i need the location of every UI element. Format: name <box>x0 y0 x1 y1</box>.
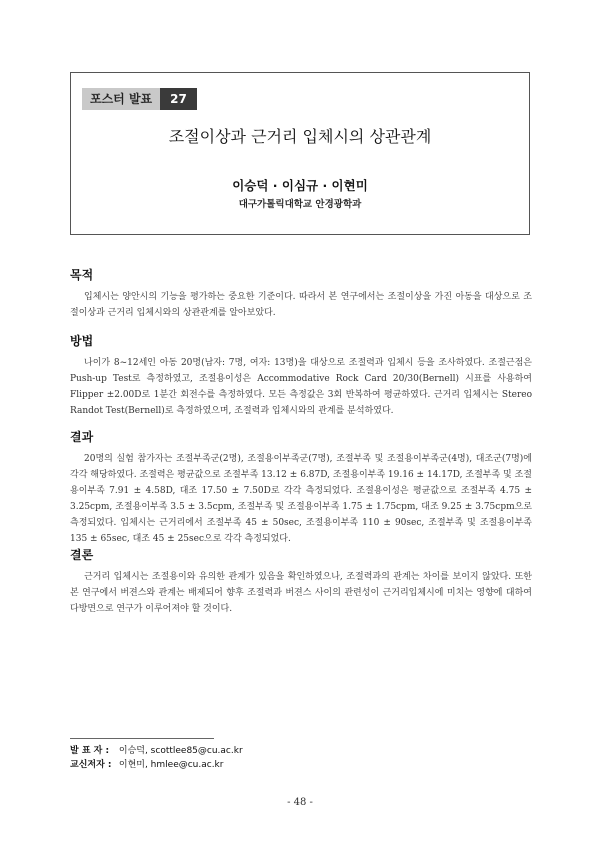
footnote-presenter <box>70 743 243 756</box>
section-conclusion <box>70 546 532 617</box>
corresponding-value: 이현미, hmlee@cu.ac.kr <box>118 760 224 770</box>
section-heading: 목적 <box>70 268 94 282</box>
section-body: 근거리 입체시는 조절용이와 유의한 관계가 있음을 확인하였으나, 조절력과의 관계는 차이를 보이지 않았다. 또한 본 연구에서 버젼스와 관계는 배제되어 향후 조절력과 버젼스 사이의 관련성이 근거리입체시에 미치는 영향에 대하여 다방면으로 연구가 이루어져야 할 것이다. <box>70 572 532 614</box>
corresponding-label: 교신저자 : <box>70 760 112 770</box>
poster-tag <box>82 88 197 110</box>
presenter-label: 발 표 자 : <box>70 746 110 756</box>
poster-tag-number: 27 <box>160 88 197 110</box>
section-body: 나이가 8~12세인 아동 20명(남자: 7명, 여자: 13명)을 대상으로 조절력과 입체시 등을 조사하였다. 조절근점은 Push-up Test로 측정하였고, 조절용이성은 Accommodative Rock Card 20/30(Bernell) 시표를 사용하여 Flipper ±2.00D로 1분간 회전수를 측정하였다. 모든 측정값은 3회 반복하여 평균하였다. 근거리 입체시는 Stereo Randot Test(Bernell)로 측정하였으며, 조절력과 입체시와의 관계를 분석하였다. <box>70 358 532 416</box>
section-results <box>70 428 532 547</box>
footnote-corresponding <box>70 757 223 770</box>
poster-tag-label: 포스터 발표 <box>82 88 160 110</box>
authors: 이승덕 · 이심규 · 이현미 <box>232 178 368 193</box>
section-heading: 결론 <box>70 548 94 562</box>
section-heading: 결과 <box>70 430 94 444</box>
footnote-divider <box>70 738 214 739</box>
section-body: 20명의 실험 참가자는 조절부족군(2명), 조절용이부족군(7명), 조절부족 및 조절용이부족군(4명), 대조군(7명)에 각각 해당하였다. 조절력은 평균값으로 조절부족 13.12 ± 6.87D, 조절용이부족 19.16 ± 14.17D, 조절부족 및 조절용이부족 7.91 ± 4.58D, 대조 17.50 ± 7.50D로 각각 측정되었다. 조절용이성은 평균값으로 조절부족 4.75 ± 3.25cpm, 조절용이부족 3.5 ± 3.5cpm, 조절부족 및 조절용이부족 1.75 ± 1.75cpm, 대조 9.25 ± 3.75cpm으로 측정되었다. 입체시는 근거리에서 조절부족 45 ± 50sec, 조절용이부족 110 ± 90sec, 조절부족 및 조절용이부족 135 ± 65sec, 대조 45 ± 25sec으로 각각 측정되었다. <box>70 454 532 544</box>
presenter-value: 이승덕, scottlee85@cu.ac.kr <box>118 746 243 756</box>
section-purpose <box>70 266 532 321</box>
affiliation: 대구가톨릭대학교 안경광학과 <box>238 199 362 210</box>
section-method <box>70 332 532 419</box>
paper-title: 조절이상과 근거리 입체시의 상관관계 <box>168 127 432 146</box>
page-number: - 48 - <box>287 797 313 808</box>
section-heading: 방법 <box>70 334 94 348</box>
section-body: 입체시는 양안시의 기능을 평가하는 중요한 기준이다. 따라서 본 연구에서는 조절이상을 가진 아동을 대상으로 조절이상과 근거리 입체시와의 상관관계를 알아보았다. <box>70 292 532 318</box>
